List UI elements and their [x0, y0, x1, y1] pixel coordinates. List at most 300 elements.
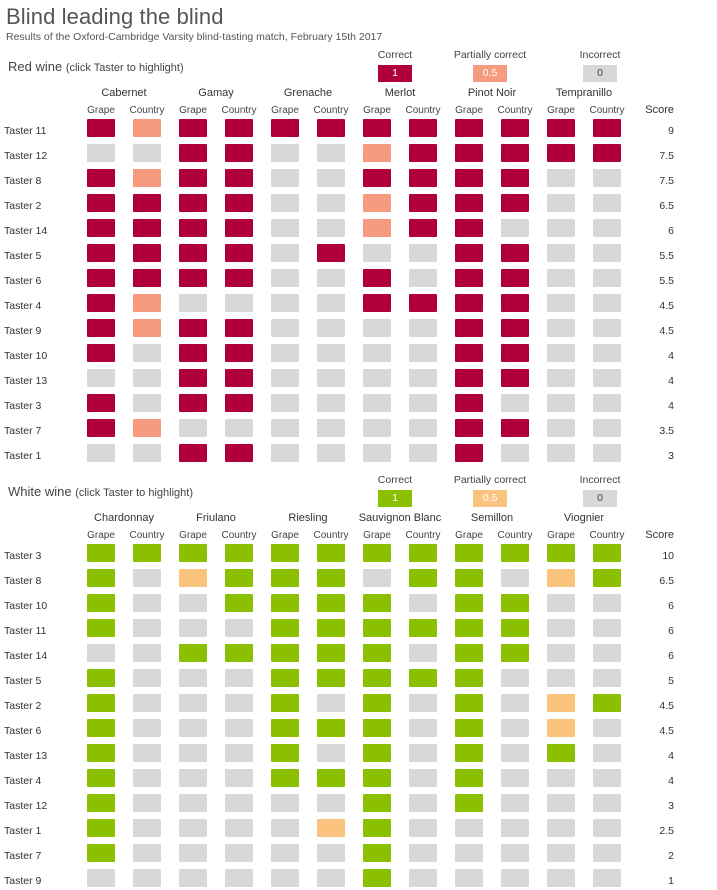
score-value: 4	[668, 749, 674, 762]
sub-column-header[interactable]: Grape	[179, 529, 207, 541]
table-row[interactable]	[4, 318, 674, 343]
grape-column-header[interactable]: Riesling	[288, 512, 328, 524]
result-marker	[271, 394, 299, 412]
result-marker	[501, 119, 529, 137]
taster-label[interactable]: Taster 9	[4, 874, 42, 887]
result-cell	[170, 693, 216, 718]
sub-column-header[interactable]: Country	[221, 104, 257, 116]
result-cell	[262, 443, 308, 468]
result-cell	[584, 243, 630, 268]
result-cell	[354, 443, 400, 468]
table-row[interactable]	[4, 568, 674, 593]
result-cell	[584, 118, 630, 143]
sub-column-header[interactable]: Country	[497, 529, 533, 541]
result-marker	[271, 619, 299, 637]
result-marker	[87, 369, 115, 387]
taster-label[interactable]: Taster 14	[4, 649, 48, 662]
table-row[interactable]	[4, 543, 674, 568]
result-cell	[308, 843, 354, 868]
result-cell	[262, 418, 308, 443]
result-marker	[363, 644, 391, 662]
result-marker	[501, 269, 529, 287]
table-row[interactable]	[4, 693, 674, 718]
result-marker	[409, 644, 437, 662]
result-cell	[78, 118, 124, 143]
table-row[interactable]	[4, 443, 674, 468]
result-cell	[216, 793, 262, 818]
result-cell	[446, 793, 492, 818]
table-row[interactable]	[4, 243, 674, 268]
result-cell	[354, 343, 400, 368]
sub-column-header[interactable]: Grape	[547, 104, 575, 116]
legend-item-label: Partially correct	[453, 49, 527, 61]
result-cell	[78, 643, 124, 668]
result-cell	[584, 343, 630, 368]
result-cell	[400, 868, 446, 890]
score-column-header: Score	[645, 104, 674, 116]
taster-label[interactable]: Taster 2	[4, 699, 42, 712]
result-cell	[308, 543, 354, 568]
result-cell	[584, 393, 630, 418]
result-marker	[363, 594, 391, 612]
result-cell	[170, 768, 216, 793]
table-row[interactable]	[4, 368, 674, 393]
taster-label[interactable]: Taster 12	[4, 799, 48, 812]
score-value: 3	[668, 799, 674, 812]
page-title: Blind leading the blind	[6, 4, 224, 29]
taster-label[interactable]: Taster 6	[4, 724, 42, 737]
result-marker	[455, 194, 483, 212]
taster-label[interactable]: Taster 4	[4, 774, 42, 787]
result-cell	[124, 718, 170, 743]
result-marker	[409, 619, 437, 637]
result-cell	[492, 393, 538, 418]
table-row[interactable]	[4, 668, 674, 693]
result-cell	[584, 568, 630, 593]
result-marker	[501, 544, 529, 562]
table-row[interactable]	[4, 643, 674, 668]
taster-label[interactable]: Taster 11	[4, 124, 47, 137]
table-row[interactable]	[4, 268, 674, 293]
taster-label[interactable]: Taster 1	[4, 449, 42, 462]
result-cell	[262, 768, 308, 793]
result-marker	[501, 644, 529, 662]
taster-label[interactable]: Taster 4	[4, 299, 42, 312]
result-marker	[133, 819, 161, 837]
result-marker	[317, 669, 345, 687]
result-marker	[501, 244, 529, 262]
result-cell	[308, 718, 354, 743]
section-title	[0, 484, 717, 499]
result-cell	[492, 268, 538, 293]
sub-column-header[interactable]: Country	[589, 104, 625, 116]
grape-column-header[interactable]: Gamay	[198, 87, 234, 99]
taster-label[interactable]: Taster 12	[4, 149, 48, 162]
result-cell	[446, 643, 492, 668]
table-row[interactable]	[4, 768, 674, 793]
result-marker	[455, 394, 483, 412]
result-marker	[87, 619, 115, 637]
result-marker	[593, 594, 621, 612]
result-cell	[78, 243, 124, 268]
result-marker	[133, 719, 161, 737]
result-cell	[170, 743, 216, 768]
result-marker	[225, 319, 253, 337]
result-cell	[170, 318, 216, 343]
grape-column-header[interactable]: Viognier	[563, 512, 605, 524]
grape-column-header[interactable]: Grenache	[283, 87, 333, 99]
sub-column-header[interactable]: Country	[313, 529, 349, 541]
sub-column-header[interactable]: Grape	[87, 529, 115, 541]
section-title-hint: (click Taster to highlight)	[75, 487, 193, 499]
result-marker	[87, 869, 115, 887]
result-cell	[78, 793, 124, 818]
result-marker	[547, 844, 575, 862]
result-marker	[547, 369, 575, 387]
table-row[interactable]	[4, 593, 674, 618]
result-cell	[308, 868, 354, 890]
result-marker	[179, 744, 207, 762]
result-marker	[225, 169, 253, 187]
result-cell	[354, 643, 400, 668]
result-cell	[538, 193, 584, 218]
result-cell	[446, 693, 492, 718]
result-marker	[317, 144, 345, 162]
score-value: 4.5	[659, 724, 674, 737]
result-marker	[409, 769, 437, 787]
result-marker	[593, 119, 621, 137]
score-value: 4.5	[659, 699, 674, 712]
result-cell	[308, 418, 354, 443]
taster-label[interactable]: Taster 13	[4, 374, 48, 387]
score-value: 5.5	[659, 249, 674, 262]
taster-label[interactable]: Taster 9	[4, 324, 42, 337]
table-row[interactable]	[4, 193, 674, 218]
result-cell	[538, 418, 584, 443]
sub-column-header[interactable]: Country	[129, 104, 165, 116]
result-marker	[547, 269, 575, 287]
table-row[interactable]	[4, 868, 674, 890]
result-marker	[225, 244, 253, 262]
result-marker	[225, 619, 253, 637]
result-marker	[317, 344, 345, 362]
result-marker	[547, 769, 575, 787]
result-marker	[87, 294, 115, 312]
result-marker	[179, 869, 207, 887]
result-marker	[593, 269, 621, 287]
sub-column-header[interactable]: Grape	[363, 529, 391, 541]
taster-label[interactable]: Taster 7	[4, 849, 42, 862]
taster-label[interactable]: Taster 3	[4, 399, 42, 412]
legend-swatch: 0	[583, 65, 617, 82]
result-marker	[363, 694, 391, 712]
result-marker	[501, 369, 529, 387]
results-grid	[4, 84, 674, 468]
result-marker	[593, 769, 621, 787]
result-cell	[400, 368, 446, 393]
result-marker	[501, 769, 529, 787]
result-cell	[308, 393, 354, 418]
table-row[interactable]	[4, 143, 674, 168]
result-cell	[400, 118, 446, 143]
result-cell	[584, 668, 630, 693]
result-cell	[308, 243, 354, 268]
result-cell	[216, 118, 262, 143]
result-marker	[225, 744, 253, 762]
result-cell	[584, 143, 630, 168]
sub-column-header[interactable]: Grape	[271, 529, 299, 541]
table-row[interactable]	[4, 218, 674, 243]
result-marker	[547, 419, 575, 437]
result-marker	[363, 719, 391, 737]
result-cell	[308, 268, 354, 293]
grape-column-header[interactable]: Semillon	[470, 512, 514, 524]
result-cell	[170, 143, 216, 168]
result-cell	[400, 593, 446, 618]
result-marker	[501, 444, 529, 462]
legend-item-label: Correct	[377, 49, 413, 61]
result-cell	[78, 218, 124, 243]
result-marker	[317, 619, 345, 637]
grape-column-header[interactable]: Friulano	[196, 512, 236, 524]
result-marker	[363, 394, 391, 412]
result-cell	[308, 118, 354, 143]
result-cell	[354, 393, 400, 418]
result-cell	[446, 868, 492, 890]
result-marker	[455, 644, 483, 662]
taster-label[interactable]: Taster 6	[4, 274, 42, 287]
taster-label[interactable]: Taster 10	[4, 349, 48, 362]
result-marker	[225, 419, 253, 437]
result-cell	[78, 268, 124, 293]
score-value: 3.5	[659, 424, 674, 437]
table-row[interactable]	[4, 793, 674, 818]
grape-column-header[interactable]: Sauvignon Blanc	[358, 512, 442, 524]
result-cell	[262, 118, 308, 143]
taster-label[interactable]: Taster 10	[4, 599, 48, 612]
result-marker	[317, 794, 345, 812]
grape-column-header[interactable]: Tempranillo	[555, 87, 613, 99]
result-marker	[317, 119, 345, 137]
sub-column-header[interactable]: Grape	[547, 529, 575, 541]
result-cell	[538, 268, 584, 293]
legend-swatch: 0.5	[473, 65, 507, 82]
result-marker	[317, 819, 345, 837]
result-marker	[271, 244, 299, 262]
result-marker	[455, 269, 483, 287]
grape-column-header[interactable]: Pinot Noir	[467, 87, 517, 99]
result-cell	[216, 643, 262, 668]
result-cell	[262, 343, 308, 368]
sub-column-header[interactable]: Country	[405, 529, 441, 541]
taster-label[interactable]: Taster 1	[4, 824, 42, 837]
result-marker	[271, 794, 299, 812]
result-marker	[455, 569, 483, 587]
result-marker	[409, 669, 437, 687]
result-cell	[308, 818, 354, 843]
result-marker	[409, 844, 437, 862]
result-cell	[354, 118, 400, 143]
result-cell	[354, 168, 400, 193]
sub-column-header[interactable]: Country	[221, 529, 257, 541]
result-marker	[409, 794, 437, 812]
result-marker	[593, 294, 621, 312]
taster-label[interactable]: Taster 14	[4, 224, 48, 237]
sub-column-header[interactable]: Grape	[455, 104, 483, 116]
result-marker	[501, 819, 529, 837]
result-cell	[170, 793, 216, 818]
result-marker	[271, 719, 299, 737]
result-marker	[225, 819, 253, 837]
taster-label[interactable]: Taster 8	[4, 574, 42, 587]
result-marker	[271, 419, 299, 437]
sub-column-header[interactable]: Country	[129, 529, 165, 541]
result-cell	[446, 268, 492, 293]
legend-item-label: Incorrect	[579, 474, 621, 486]
result-marker	[363, 669, 391, 687]
result-cell	[262, 693, 308, 718]
result-cell	[124, 118, 170, 143]
result-cell	[124, 418, 170, 443]
result-marker	[87, 269, 115, 287]
result-cell	[584, 843, 630, 868]
result-cell	[124, 768, 170, 793]
result-cell	[446, 343, 492, 368]
table-row[interactable]	[4, 818, 674, 843]
sub-column-header[interactable]: Grape	[363, 104, 391, 116]
table-row[interactable]	[4, 118, 674, 143]
grape-column-header[interactable]: Cabernet	[101, 87, 147, 99]
result-cell	[78, 393, 124, 418]
table-row[interactable]	[4, 168, 674, 193]
table-row[interactable]	[4, 843, 674, 868]
result-marker	[593, 369, 621, 387]
table-row[interactable]	[4, 393, 674, 418]
result-cell	[400, 643, 446, 668]
sub-column-header[interactable]: Grape	[455, 529, 483, 541]
result-cell	[446, 293, 492, 318]
table-row[interactable]	[4, 618, 674, 643]
table-row[interactable]	[4, 293, 674, 318]
taster-label[interactable]: Taster 3	[4, 549, 42, 562]
result-marker	[593, 169, 621, 187]
sub-column-header[interactable]: Country	[497, 104, 533, 116]
result-cell	[400, 243, 446, 268]
result-cell	[216, 743, 262, 768]
result-cell	[170, 418, 216, 443]
result-cell	[492, 343, 538, 368]
result-marker	[363, 419, 391, 437]
result-cell	[354, 318, 400, 343]
result-cell	[400, 418, 446, 443]
result-marker	[409, 294, 437, 312]
result-marker	[501, 794, 529, 812]
taster-label[interactable]: Taster 13	[4, 749, 48, 762]
result-marker	[271, 744, 299, 762]
result-marker	[179, 644, 207, 662]
result-cell	[216, 393, 262, 418]
score-value: 6	[668, 649, 674, 662]
result-marker	[593, 644, 621, 662]
taster-label[interactable]: Taster 8	[4, 174, 42, 187]
result-cell	[78, 593, 124, 618]
result-cell	[262, 643, 308, 668]
table-row[interactable]	[4, 743, 674, 768]
result-marker	[179, 344, 207, 362]
result-marker	[501, 594, 529, 612]
result-cell	[78, 543, 124, 568]
score-value: 7.5	[659, 149, 674, 162]
result-marker	[179, 419, 207, 437]
result-marker	[593, 144, 621, 162]
grape-column-header[interactable]: Merlot	[384, 87, 416, 99]
result-cell	[78, 868, 124, 890]
result-marker	[593, 794, 621, 812]
sub-column-header[interactable]: Grape	[179, 104, 207, 116]
sub-column-header[interactable]: Country	[313, 104, 349, 116]
taster-label[interactable]: Taster 11	[4, 624, 47, 637]
result-marker	[179, 844, 207, 862]
result-cell	[124, 868, 170, 890]
table-row[interactable]	[4, 718, 674, 743]
result-marker	[179, 719, 207, 737]
table-row[interactable]	[4, 343, 674, 368]
result-marker	[271, 569, 299, 587]
result-marker	[547, 569, 575, 587]
result-cell	[400, 193, 446, 218]
result-cell	[124, 693, 170, 718]
result-cell	[492, 543, 538, 568]
result-marker	[87, 319, 115, 337]
result-cell	[354, 668, 400, 693]
result-marker	[133, 144, 161, 162]
result-marker	[271, 669, 299, 687]
result-cell	[308, 318, 354, 343]
result-cell	[584, 268, 630, 293]
result-cell	[400, 693, 446, 718]
result-cell	[400, 343, 446, 368]
result-cell	[538, 318, 584, 343]
table-row[interactable]	[4, 418, 674, 443]
result-marker	[133, 619, 161, 637]
sub-column-header[interactable]: Grape	[87, 104, 115, 116]
result-cell	[446, 843, 492, 868]
sub-column-header[interactable]: Country	[405, 104, 441, 116]
result-marker	[317, 844, 345, 862]
result-marker	[501, 669, 529, 687]
grape-column-header[interactable]: Chardonnay	[94, 512, 154, 524]
result-marker	[87, 794, 115, 812]
taster-label[interactable]: Taster 5	[4, 674, 42, 687]
taster-label[interactable]: Taster 2	[4, 199, 42, 212]
result-marker	[547, 644, 575, 662]
result-cell	[446, 418, 492, 443]
result-marker	[87, 169, 115, 187]
result-cell	[170, 618, 216, 643]
result-marker	[363, 819, 391, 837]
score-value: 4	[668, 374, 674, 387]
result-cell	[170, 118, 216, 143]
legend-swatch: 1	[378, 65, 412, 82]
result-marker	[271, 869, 299, 887]
taster-label[interactable]: Taster 7	[4, 424, 42, 437]
taster-label[interactable]: Taster 5	[4, 249, 42, 262]
sub-column-header[interactable]: Country	[589, 529, 625, 541]
result-marker	[133, 594, 161, 612]
result-marker	[133, 744, 161, 762]
sub-column-header[interactable]: Grape	[271, 104, 299, 116]
result-cell	[262, 193, 308, 218]
